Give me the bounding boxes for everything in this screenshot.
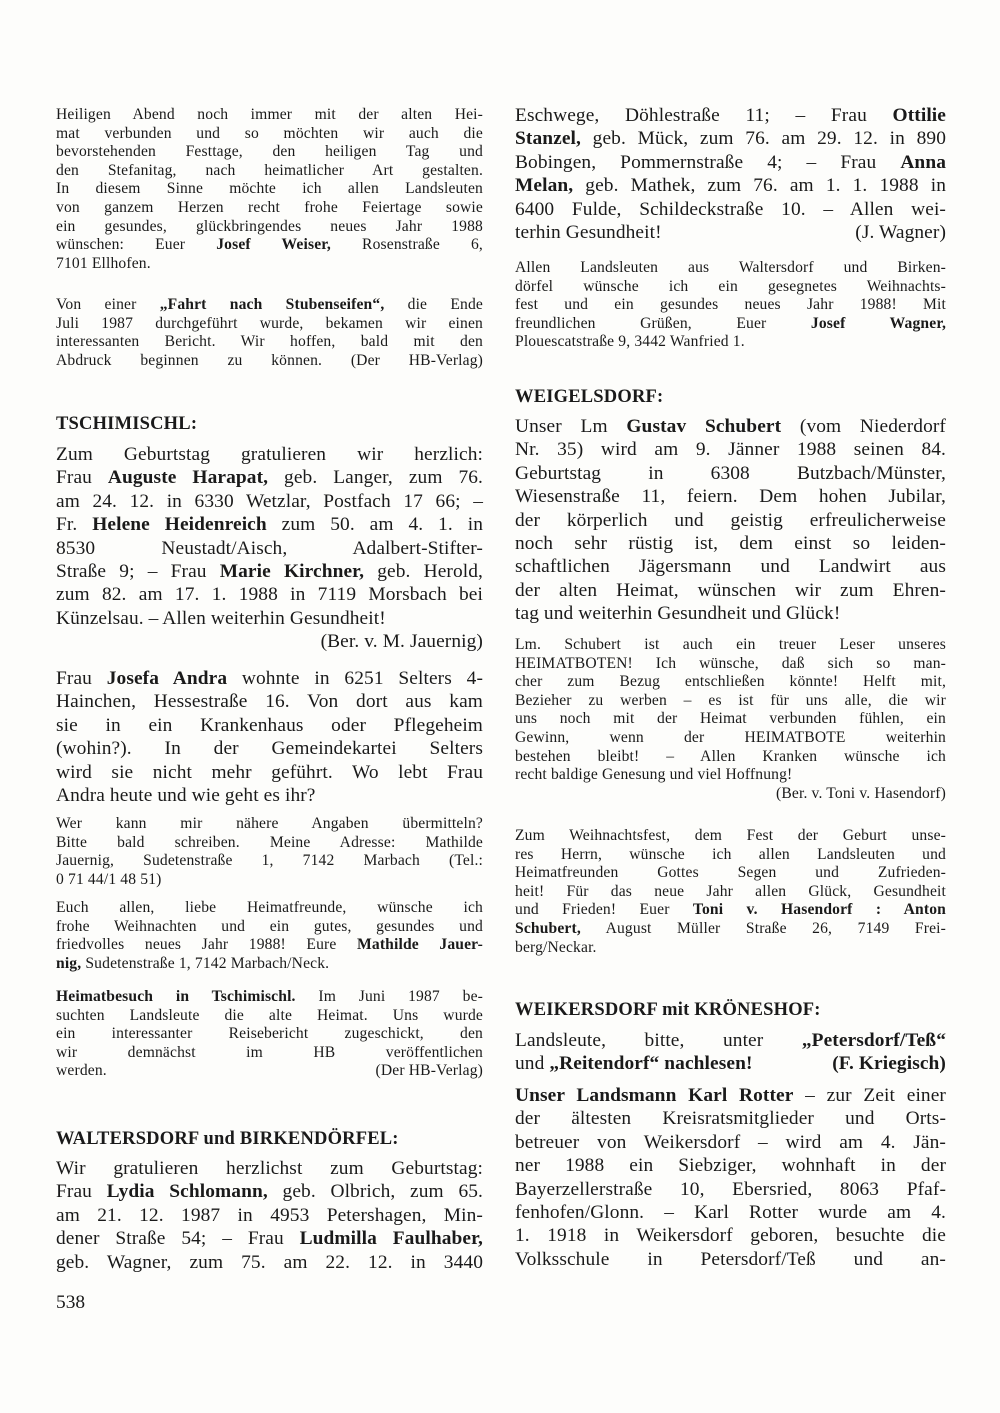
andra-paragraph (56, 667, 483, 807)
page-number: 538 (56, 1292, 86, 1313)
reader-paragraph (515, 636, 946, 803)
text-line (515, 920, 946, 939)
text-line: Jauernig, Sudetenstraße 1, 7142 Marbach (Tel.: (56, 852, 483, 870)
person-name: Auguste Harapat, (107, 467, 269, 489)
section-heading-weikersdorf: WEIKERSDORF mit KRÖNESHOF: (515, 1000, 821, 1020)
text-line (56, 560, 483, 583)
text: wohnte in 6251 Selters 4- (227, 668, 484, 689)
cross-reference: „Petersdorf/Teß“ (801, 1030, 946, 1051)
text-line: uns noch mit der Heimat verbunden fühlen, ein (515, 710, 946, 728)
text: Frau (56, 1181, 107, 1203)
text-line: ner 1988 ein Siebziger, wohnhaft in der (515, 1155, 946, 1177)
text-line: Lm. Schubert ist auch ein treuer Leser unseres (515, 636, 946, 653)
credit-line: (Ber. v. Toni v. Hasendorf) (776, 784, 946, 802)
text: Frau (56, 668, 107, 689)
text: Unser Lm (515, 416, 627, 437)
text: Landsleute, bitte, unter (515, 1030, 802, 1051)
text-line: bevorstehenden Festtage, den heiligen Tag und (56, 143, 483, 161)
text-line: Wir gratulieren herzlichst zum Geburtstag: (56, 1158, 483, 1179)
text-line: Wer kann mir nähere Angaben übermitteln? (56, 815, 483, 832)
person-name: nig, (56, 954, 82, 972)
text-line: heit! Für das neue Jahr allen Glück, Gesundheit (515, 882, 946, 900)
text-line: ein gesundes, glückbringendes neues Jahr 1988 (56, 217, 483, 235)
person-name: Josef Wagner, (810, 314, 947, 332)
text-line (56, 955, 483, 974)
text: Von einer (56, 296, 160, 313)
text-line: Abdruck beginnen zu können. (Der HB-Verlag) (56, 351, 483, 369)
person-name: Unser Landsmann Karl Rotter (515, 1085, 794, 1106)
text-line: fenhofen/Glonn. – Karl Rotter wurde am 4. (515, 1202, 946, 1224)
text-line: 8530 Neustadt/Aisch, Adalbert-Stifter- (56, 537, 483, 559)
schubert-paragraph (515, 415, 946, 626)
text-line: res Herrn, wünsche ich allen Landsleuten und (515, 845, 946, 863)
text-line: noch sehr rüstig ist, dem einst so leiden- (515, 533, 946, 555)
text-line: dörfel wünsche ich ein gesegnetes Weihnachts- (515, 277, 946, 295)
text-line: cher zum Bezug entschließen könnte! Helft mit, (515, 673, 946, 691)
text: geb. Herold, (364, 561, 483, 583)
text-line: Nr. 35) wird am 9. Jänner 1988 seinen 84. (515, 439, 946, 461)
text-line: der alten Heimat, wünschen wir zum Ehren- (515, 579, 946, 601)
text: August Müller Straße 26, 7149 Frei- (580, 919, 946, 937)
wagner-greeting (515, 259, 946, 352)
text-line (56, 1180, 483, 1203)
text-line: Bitte bald schreiben. Meine Adresse: Mathilde (56, 833, 483, 851)
section-heading-tschimischl: TSCHIMISCHL: (56, 414, 198, 434)
person-name: Toni v. Hasendorf : Anton (692, 901, 946, 919)
text-line: 6400 Fulde, Schildeckstraße 10. – Allen wei- (515, 198, 946, 220)
text-line: geb. Wagner, zum 75. am 22. 12. in 3440 (56, 1251, 483, 1273)
credit: (F. Kriegisch) (832, 1053, 946, 1075)
article-title: „Fahrt nach Stubenseifen“, (159, 296, 385, 313)
text-line: Gewinn, wenn der HEIMATBOTE weiterhin (515, 728, 946, 746)
text-line: schaftlichen Jägersmann und Landwirt aus (515, 556, 946, 578)
waltersdorf-continuation (515, 104, 946, 244)
person-name: Ludmilla Faulhaber, (299, 1228, 483, 1250)
credit: (Der HB-Verlag) (375, 1062, 483, 1080)
text-line: 7101 Ellhofen. (56, 254, 151, 272)
text-line: Juli 1987 durchgeführt wurde, bekamen wir einen (56, 314, 483, 332)
text: und Frieden! Euer (515, 901, 693, 919)
text: geb. Olbrich, zum 65. (267, 1181, 483, 1203)
text: Sudetenstraße 1, 7142 Marbach/Neck. (81, 954, 330, 972)
text-line: Heiligen Abend noch immer mit der alten Hei- (56, 106, 483, 123)
text: Bobingen, Pommernstraße 4; – Frau (515, 151, 901, 173)
text-line: Bayerzellerstraße 10, Ebersried, 8063 Pfaf- (515, 1178, 946, 1200)
text: dener Straße 54; – Frau (56, 1228, 300, 1250)
text-line: Zum Geburtstag gratulieren wir herzlich: (56, 444, 483, 465)
text-line: betreuer von Weikersdorf – wird am 4. Jän- (515, 1131, 946, 1153)
request-paragraph (56, 815, 483, 889)
person-name: Stanzel, (515, 128, 581, 150)
intro-paragraph (56, 106, 483, 273)
text-line (515, 415, 946, 438)
text-line: Andra heute und wie geht es ihr? (56, 785, 316, 807)
text-line: Volksschule in Petersdorf/Teß und an- (515, 1248, 946, 1270)
text-line (56, 667, 483, 690)
text-line: interessanten Bericht. Wir hoffen, bald mit den (56, 333, 483, 351)
person-name: Anna (900, 151, 946, 173)
text: terhin Gesundheit! (515, 222, 662, 244)
text: Straße 9; – Frau (56, 561, 220, 583)
text-line: sie in ein Krankenhaus oder Pflegeheim (56, 714, 483, 736)
text-line: Hainchen, Hessestraße 16. Von dort aus kam (56, 691, 483, 713)
text-line (515, 315, 946, 334)
person-name: Josefa Andra (106, 668, 228, 689)
text (515, 1052, 753, 1075)
text-line (515, 1084, 946, 1107)
text: freundlichen Grüßen, Euer (515, 314, 811, 332)
visit-paragraph (56, 988, 483, 1081)
text-line (515, 127, 946, 150)
text: Rosenstraße 6, (330, 236, 483, 254)
cross-reference: „Reitendorf“ nachlesen! (549, 1053, 753, 1075)
person-name: Josef Weiser, (216, 236, 331, 254)
text: (vom Niederdorf (781, 416, 946, 437)
text-line: Allen Landsleuten aus Waltersdorf und Birken- (515, 259, 946, 276)
text-line (56, 236, 483, 255)
person-name: Ottilie (892, 105, 946, 126)
text: geb. Mathek, zum 76. am 1. 1. 1988 in (573, 175, 946, 197)
text-line: zum 82. am 17. 1. 1988 in 7119 Morsbach bei (56, 584, 483, 606)
weikersdorf-notice (515, 1029, 946, 1076)
text: – zur Zeit einer (793, 1085, 946, 1106)
text-line: 0 71 44/1 48 51) (56, 870, 162, 888)
text: friedvolles neues Jahr 1988! Eure (56, 936, 357, 954)
text-line: Zum Weihnachtsfest, dem Fest der Geburt unse- (515, 827, 946, 844)
text-line (515, 174, 946, 197)
text-line: am 24. 12. in 6330 Wetzlar, Postfach 17 66; – (56, 490, 483, 512)
person-name: Helene Heidenreich (92, 514, 267, 536)
text-line: Plouescatstraße 9, 3442 Wanfried 1. (515, 333, 745, 351)
text-line (515, 901, 946, 920)
text: und (515, 1053, 550, 1075)
text-line: suchten Landsleute die alte Heimat. Uns wurde (56, 1006, 483, 1024)
text-line: HEIMATBOTEN! Ich wünsche, daß sich so man- (515, 654, 946, 672)
text-line: der körperlich und geistig erfreulicherweise (515, 509, 946, 531)
text: Eschwege, Döhlestraße 11; – Frau (515, 105, 893, 126)
text-line: Heimatfreunden Gottes Segen und Zufrieden- (515, 864, 946, 882)
person-name: Mathilde Jauer- (357, 936, 483, 954)
text-line: Wiesenstraße 11, feiern. Dem hohen Jubilar, (515, 486, 946, 508)
rotter-paragraph (515, 1084, 946, 1271)
text: wünschen: Euer (56, 236, 217, 254)
text-line: recht baldige Genesung und viel Hoffnung! (515, 766, 793, 784)
article-title: Heimatbesuch in Tschimischl. (56, 988, 296, 1005)
text-line: Euch allen, liebe Heimatfreunde, wünsche ich (56, 899, 483, 916)
waltersdorf-birthdays (56, 1157, 483, 1274)
text-line: bestehen bleibt! – Allen Kranken wünsche ich (515, 747, 946, 765)
person-name: Marie Kirchner, (219, 561, 365, 583)
text-line: Bezieher zu werben – es ist für uns alle, die wir (515, 691, 946, 709)
text-line (515, 1052, 946, 1075)
greeting-paragraph (56, 899, 483, 973)
text-line: wir demnächst im HB veröffentlichen (56, 1043, 483, 1061)
text-line (56, 296, 483, 315)
text-line (56, 466, 483, 489)
text: geb. Langer, zum 76. (268, 467, 483, 489)
text-line (56, 513, 483, 536)
person-name: Lydia Schlomann, (106, 1181, 268, 1203)
section-heading-weigelsdorf: WEIGELSDORF: (515, 387, 664, 407)
text: Im Juni 1987 be- (295, 988, 483, 1005)
text: Frau (56, 467, 108, 489)
person-name: Melan, (515, 175, 574, 197)
christmas-paragraph (515, 827, 946, 957)
text-line (56, 936, 483, 955)
text: die Ende (384, 296, 483, 313)
text-line (515, 221, 946, 244)
text: werden. (56, 1062, 107, 1080)
text-line (56, 1062, 483, 1081)
text-line (515, 151, 946, 174)
text-line: fest und ein gesundes neues Jahr 1988! Mit (515, 296, 946, 314)
text-line: 1. 1918 in Weikersdorf geboren, besuchte die (515, 1225, 946, 1247)
text-line: Künzelsau. – Allen weiterhin Gesundheit! (56, 607, 386, 629)
person-name: Schubert, (515, 919, 581, 937)
text-line: tag und weiterhin Gesundheit und Glück! (515, 603, 841, 625)
text-line: wird sie nicht mehr geführt. Wo lebt Frau (56, 761, 483, 783)
text-line (515, 104, 946, 127)
tschimischl-birthdays (56, 443, 483, 654)
text-line: mat verbunden und so möchten wir auch die (56, 124, 483, 142)
text-line: am 21. 12. 1987 in 4953 Petershagen, Min- (56, 1204, 483, 1226)
text-line: der ältesten Kreisratsmitglieder und Orts- (515, 1108, 946, 1130)
text-line: von ganzem Herzen recht frohe Feiertage sowie (56, 198, 483, 216)
text-line (515, 1029, 946, 1052)
text-line: berg/Neckar. (515, 938, 597, 956)
text-line: (wohin?). In der Gemeindekartei Selters (56, 738, 483, 760)
text: geb. Mück, zum 76. am 29. 12. in 890 (580, 128, 946, 150)
text-line: Geburtstag in 6308 Butzbach/Münster, (515, 462, 946, 484)
text-line (56, 988, 483, 1007)
text-line: den Stefanitag, nach heimatlicher Art gestalten. (56, 161, 483, 179)
credit-line: (Ber. v. M. Jauernig) (320, 631, 483, 653)
text-line: ein interessanter Reisebericht zugeschickt, den (56, 1025, 483, 1043)
text-line: frohe Weihnachten und ein gutes, gesundes und (56, 917, 483, 935)
section-heading-waltersdorf: WALTERSDORF und BIRKENDÖRFEL: (56, 1129, 399, 1149)
text-line: In diesem Sinne möchte ich allen Landsleuten (56, 180, 483, 198)
person-name: Gustav Schubert (626, 416, 782, 437)
fahrt-paragraph (56, 296, 483, 370)
text: Fr. (56, 514, 93, 536)
text-line (56, 1227, 483, 1250)
text: zum 50. am 4. 1. in (266, 514, 483, 536)
credit: (J. Wagner) (855, 222, 946, 244)
